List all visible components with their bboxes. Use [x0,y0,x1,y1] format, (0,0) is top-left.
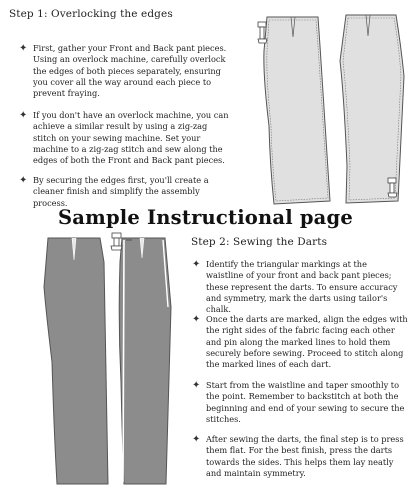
step2-title: Step 2: Sewing the Darts [191,236,328,248]
sparkle-icon: ✦ [192,314,201,325]
sparkle-icon: ✦ [192,380,201,391]
step2-bullet-3 [192,380,406,425]
sparkle-icon: ✦ [19,175,28,186]
step1-bullet-2 [19,110,231,166]
step2-bullet-1-text: Identify the triangular markings at the waistline of your front and back pant pieces; these represent the darts. To ensure accuracy and symmetry, mark the darts using tailor's chalk. [206,259,398,315]
front-pant-piece [44,238,108,484]
step1-bullet-1-text: First, gather your Front and Back pant pieces. Using an overlock machine, carefully overlock the edges of both pieces separately, ensuring you cover all the way around each piece to prevent fraying. [33,43,227,99]
overlocked-pant-pieces-illustration [258,6,408,206]
step2-bullet-3-text: Start from the waistline and taper smoothly to the point. Remember to backstitch at both the beginning and end of your sewing to secure the stitches. [206,380,405,424]
sparkle-icon: ✦ [19,110,28,121]
step2-bullet-4-text: After sewing the darts, the final step is to press them flat. For the best finish, press the darts towards the sides. This helps them lay neatly and maintain symmetry. [206,434,404,478]
step1-bullet-2-text: If you don't have an overlock machine, you can achieve a similar result by using a zig-zag stitch on your sewing machine. Set your machine to a zig-zag stitch and sew along the edges of both the Front and Back pant pieces. [33,110,229,166]
step1-bullet-3-text: By securing the edges first, you'll create a cleaner finish and simplify the assembly process. [33,175,209,208]
step1-bullet-3 [19,175,229,209]
step2-bullet-2-text: Once the darts are marked, align the edges with the right sides of the fabric facing each other and pin along the marked lines to hold them securely before sewing. Proceed to stitch along the marked lines of each dart. [206,314,408,370]
back-pant-piece [119,238,171,484]
sparkle-icon: ✦ [192,434,201,445]
sparkle-icon: ✦ [19,43,28,54]
sparkle-icon: ✦ [192,259,201,270]
pant-pieces-with-darts-illustration [40,232,180,487]
step2-bullet-2 [192,314,412,370]
step1-bullet-1 [19,43,229,99]
step2-bullet-1 [192,259,406,315]
step1-title: Step 1: Overlocking the edges [9,8,173,20]
step2-bullet-4 [192,434,406,479]
page-title: Sample Instructional page [58,206,353,229]
